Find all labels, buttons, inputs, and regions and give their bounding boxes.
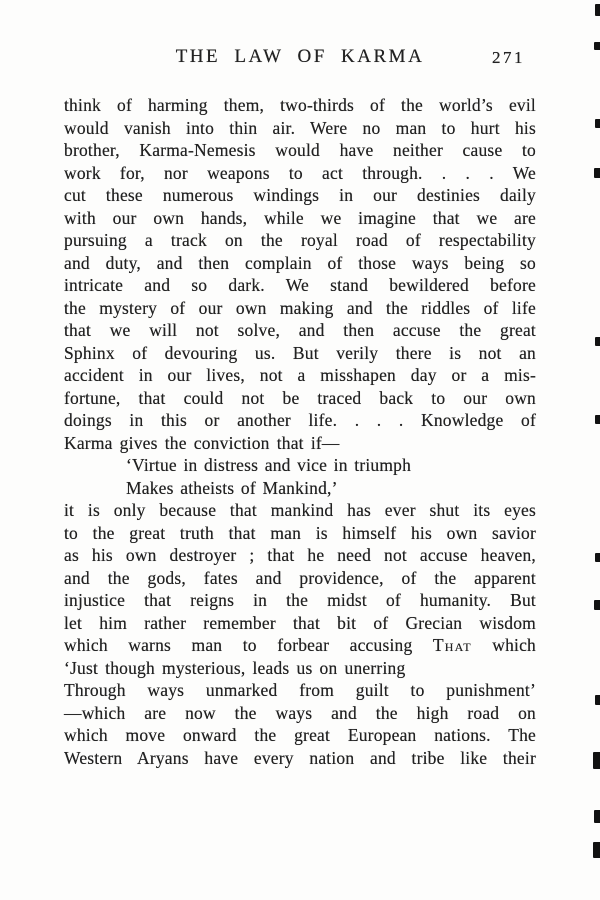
text-line: Makes atheists of Mankind,’: [126, 477, 338, 498]
text-line: as his own destroyer ; that he need not accuse heaven,: [64, 545, 536, 565]
small-caps-word: That: [432, 635, 472, 655]
text-line: to the great truth that man is himself his own savior: [64, 522, 536, 543]
text-line: the mystery of our own making and the riddles of life: [64, 297, 536, 318]
text-line: Western Aryans have every nation and tribe like their: [64, 747, 536, 768]
running-header: [0, 44, 600, 70]
scan-edge-mark: [594, 42, 600, 50]
text-line: Sphinx of devouring us. But verily there is not an: [64, 342, 536, 363]
text-line: injustice that reigns in the midst of humanity. But: [64, 590, 536, 610]
scan-edge-mark: [594, 810, 600, 823]
text-line: Through ways unmarked from guilt to punishment’: [64, 680, 536, 700]
scan-edge-mark: [595, 553, 600, 562]
text-line: work for, nor weapons to act through. . . . We: [64, 162, 536, 183]
scan-edge-mark: [593, 842, 600, 858]
text-line: [64, 634, 536, 657]
scan-edge-mark: [595, 695, 600, 705]
scan-edge-mark: [593, 752, 600, 769]
text-line: accident in our lives, not a misshapen day or a mis-: [64, 365, 536, 385]
text-segment: which warns man to forbear accusing: [64, 635, 433, 655]
scan-edge-mark: [594, 600, 600, 610]
page-title: THE LAW OF KARMA: [175, 46, 425, 67]
text-line: pursuing a track on the royal road of respectability: [64, 230, 536, 250]
text-line: and the gods, fates and providence, of the apparent: [64, 567, 536, 588]
text-line: and duty, and then complain of those ways being so: [64, 252, 536, 273]
text-line: ‘Just though mysterious, leads us on unerring: [64, 657, 406, 678]
text-line: fortune, that could not be traced back to our own: [64, 387, 536, 408]
page-number: 271: [492, 48, 525, 67]
scan-edge-mark: [595, 4, 600, 16]
scan-edge-mark: [594, 168, 600, 178]
text-line: cut these numerous windings in our destinies daily: [64, 185, 536, 205]
text-line: let him rather remember that bit of Grecian wisdom: [64, 612, 536, 633]
scan-edge-mark: [595, 337, 600, 346]
text-line: Karma gives the conviction that if—: [64, 432, 340, 453]
text-line: doings in this or another life. . . . Knowledge of: [64, 410, 536, 430]
text-line: —which are now the ways and the high road on: [64, 702, 536, 723]
text-line: would vanish into thin air. Were no man to hurt his: [64, 117, 536, 138]
text-segment: which: [471, 635, 536, 655]
text-line: it is only because that mankind has ever shut its eyes: [64, 500, 536, 520]
text-line: think of harming them, two-thirds of the world’s evil: [64, 95, 536, 115]
text-line: which move onward the great European nations. The: [64, 725, 536, 745]
text-line: ‘Virtue in distress and vice in triumph: [126, 455, 412, 475]
scan-edge-mark: [595, 119, 600, 128]
scan-edge-mark: [595, 415, 600, 424]
text-line: with our own hands, while we imagine that we are: [64, 207, 536, 228]
text-block: [64, 94, 536, 769]
text-line: intricate and so dark. We stand bewildered before: [64, 275, 536, 295]
text-line: that we will not solve, and then accuse the great: [64, 320, 536, 340]
text-line: brother, Karma-Nemesis would have neither cause to: [64, 140, 536, 160]
